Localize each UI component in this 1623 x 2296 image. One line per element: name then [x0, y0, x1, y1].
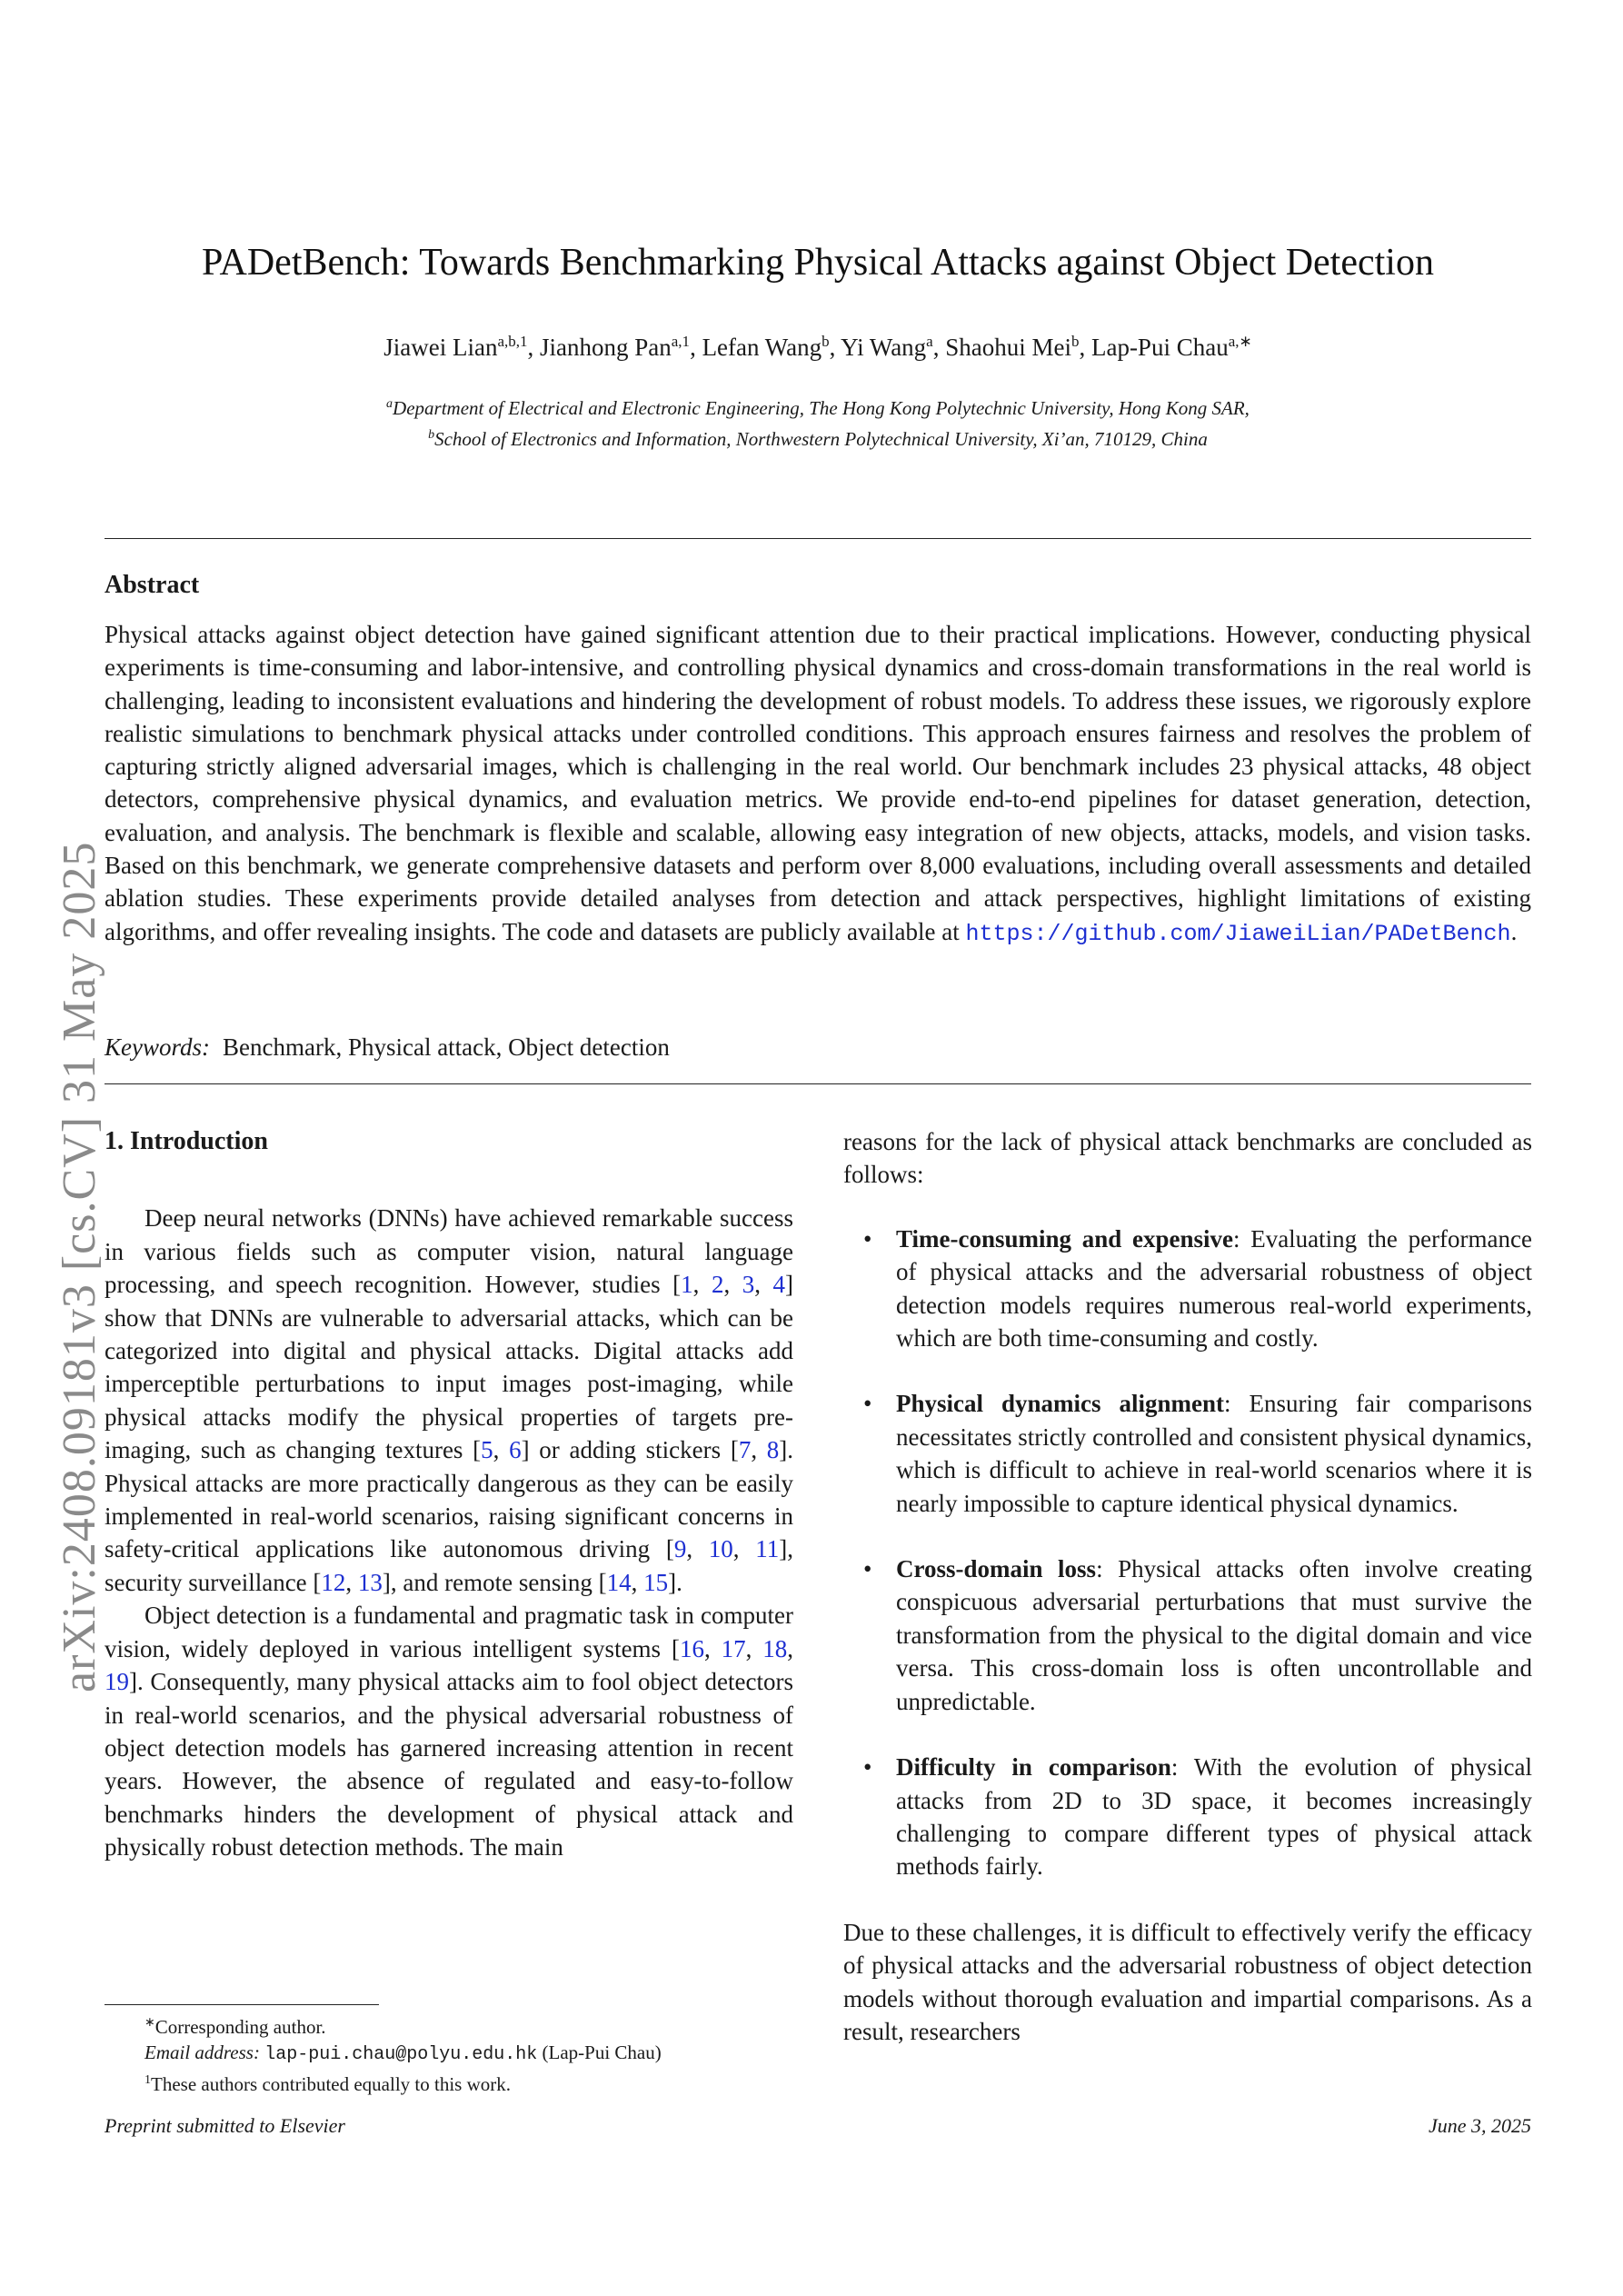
citation-link[interactable]: 2 [711, 1271, 724, 1299]
email-link[interactable]: lap-pui.chau@polyu.edu.hk [264, 2044, 538, 2065]
footer-submission: Preprint submitted to Elsevier [105, 2114, 345, 2137]
author: Lap-Pui Chau [1090, 334, 1229, 361]
footer-date: June 3, 2025 [1428, 2114, 1531, 2137]
citation-link[interactable]: 6 [509, 1436, 522, 1464]
author-affil-mark: a [926, 333, 933, 350]
top-rule [105, 538, 1531, 539]
footnote-equal: $^1$These authors contributed equally to this work. [144, 2073, 511, 2095]
author: Yi Wang [841, 334, 927, 361]
bottom-rule [105, 1083, 1531, 1084]
footnote-corresponding: ∗Corresponding author. [144, 2016, 326, 2038]
abstract-heading: Abstract [105, 571, 200, 599]
author-affil-mark: a,∗ [1228, 333, 1252, 350]
bullet-icon: • [863, 1753, 872, 1782]
citation-link[interactable]: 10 [708, 1535, 733, 1563]
citation-link[interactable]: 3 [742, 1271, 755, 1299]
footnote-email: Email address: lap-pui.chau@polyu.edu.hk (Lap-Pui Chau) [144, 2041, 662, 2065]
citation-link[interactable]: 12 [321, 1568, 346, 1596]
citation-link[interactable]: 17 [721, 1634, 746, 1662]
citation-link[interactable]: 18 [762, 1634, 788, 1662]
author-affil-mark: b [1070, 333, 1080, 350]
citation-link[interactable]: 14 [606, 1568, 632, 1596]
citation-link[interactable]: 15 [643, 1568, 669, 1596]
citation-link[interactable]: 16 [679, 1634, 704, 1662]
citation-link[interactable]: 7 [738, 1436, 752, 1464]
footnotes [105, 2011, 662, 2097]
citation-link[interactable]: 5 [481, 1436, 493, 1464]
affiliation: $^b$School of Electronics and Information, Northwestern Polytechnical University, Xi’an, 710129, China [428, 428, 1208, 450]
code-link[interactable]: https://github.com/JiaweiLian/PADetBench [965, 920, 1511, 947]
keywords: Keywords: Benchmark, Physical attack, Object detection [105, 1033, 670, 1061]
citation-link[interactable]: 19 [105, 1668, 129, 1696]
citation-link[interactable]: 13 [357, 1568, 383, 1596]
paper-title: PADetBench: Towards Benchmarking Physical Attacks against Object Detection [202, 242, 1434, 284]
author-affil-mark: a,1 [671, 333, 691, 350]
list-item: • Physical dynamics alignment: Ensuring fair comparisons necessitates strictly controlled and consistent physical dynamics, which is difficult to achieve in real-world scenarios where it is nearly impossible to capture identical physical dynamics. [843, 1387, 1532, 1520]
challenge-list [843, 1223, 1532, 1883]
intro-paragraph-1: Deep neural networks (DNNs) have achieved remarkable success in various fields such as computer vision, natural language processing, and speech recognition. However, studies [1, 2, 3, 4] show that DNNs are vulnerable to adversarial attacks, which can be categorized into digital and physical attacks. Digital attacks add imperceptible perturbations to input images post-imaging, while physical attacks modify the physical properties of targets pre-imaging, such as changing textures [5, 6] or adding stickers [7, 8]. Physical attacks are more practically dangerous as they can be easily implemented in real-world scenarios, raising significant concerns in safety-critical applications like autonomous driving [9, 10, 11], security surveillance [12, 13], and remote sensing [14, 15]. [105, 1204, 794, 1596]
citation-link[interactable]: 4 [772, 1271, 786, 1299]
footnote-rule [105, 2004, 379, 2005]
intro-continuation: reasons for the lack of physical attack benchmarks are concluded as follows: [843, 1128, 1532, 1189]
citation-link[interactable]: 9 [673, 1535, 687, 1563]
citation-link[interactable]: 8 [766, 1436, 780, 1464]
author-affil-mark: a,b,1 [497, 333, 528, 350]
author-list: Jiawei Lian$^{a,b,1}$, Jianhong Pan$^{a,1}$, Lefan Wang$^b$, Yi Wang$^a$, Shaohui Mei$^b$, Lap-Pui Chau$^{a,∗}$ [383, 333, 1252, 361]
bullet-icon: • [863, 1555, 872, 1583]
author: Jiawei Lian [383, 334, 498, 361]
list-item: • Time-consuming and expensive: Evaluating the performance of physical attacks and the adversarial robustness of object detection models requires numerous real-world experiments, which are both time-consuming and costly. [843, 1223, 1532, 1355]
author-affil-mark: b [821, 333, 830, 350]
author: Lefan Wang [702, 334, 822, 361]
bullet-icon: • [863, 1224, 872, 1253]
author: Shaohui Mei [945, 334, 1071, 361]
citation-link[interactable]: 1 [681, 1271, 693, 1299]
intro-paragraph-3: Due to these challenges, it is difficult to effectively verify the efficacy of physical attacks and the adversarial robustness of object detection models without thorough evaluation and impartial comparisons. As a result, researchers [843, 1918, 1532, 2045]
left-column [105, 1125, 793, 1864]
citation-link[interactable]: 11 [755, 1535, 780, 1563]
arxiv-identifier: arXiv:2408.09181v3 [cs.CV] 31 May 2025 [54, 841, 105, 1692]
section-heading: 1. Introduction [105, 1127, 268, 1155]
right-column [843, 1125, 1532, 2048]
intro-paragraph-2: Object detection is a fundamental and pragmatic task in computer vision, widely deployed in various intelligent systems [16, 17, 18, 19]. Consequently, many physical attacks aim to fool object detectors in real-world scenarios, and the physical adversarial robustness of object detection models has garnered increasing attention in recent years. However, the absence of regulated and easy-to-follow benchmarks hinders the development of physical attack and physically robust detection methods. The main [105, 1602, 794, 1862]
list-item: • Difficulty in comparison: With the evolution of physical attacks from 2D to 3D space, it becomes increasingly challenging to compare different types of physical attack methods fairly. [843, 1751, 1532, 1883]
affiliation: $^a$Department of Electrical and Electronic Engineering, The Hong Kong Polytechnic University, Hong Kong SAR, [386, 397, 1250, 419]
abstract-body: Physical attacks against object detection have gained significant attention due to their practical implications. However, conducting physical experiments is time-consuming and labor-intensive, and controlling physical dynamics and cross-domain transformations in the real world is challenging, leading to inconsistent evaluations and hindering the development of robust models. To address these issues, we rigorously explore realistic simulations to benchmark physical attacks under controlled conditions. This approach ensures fairness and resolves the problem of capturing strictly aligned adversarial images, which is challenging in the real world. Our benchmark includes 23 physical attacks, 48 object detectors, comprehensive physical dynamics, and evaluation metrics. We provide end-to-end pipelines for dataset generation, detection, evaluation, and analysis. The benchmark is flexible and scalable, allowing easy integration of new objects, attacks, models, and vision tasks. Based on this benchmark, we generate comprehensive datasets and perform over 8,000 evaluations, including overall assessments and detailed ablation studies. These experiments provide detailed analyses from detection and attack perspectives, highlight limitations of existing algorithms, and offer revealing insights. The code and datasets are publicly available at https://github.com/JiaweiLian/PADetBench. [105, 621, 1531, 947]
list-item: • Cross-domain loss: Physical attacks often involve creating conspicuous adversarial perturbations that must survive the transformation from the physical to the digital domain and vice versa. This cross-domain loss is often uncontrollable and unpredictable. [843, 1552, 1532, 1718]
affiliations [105, 391, 1531, 453]
author: Jianhong Pan [540, 334, 672, 361]
bullet-icon: • [863, 1390, 872, 1418]
